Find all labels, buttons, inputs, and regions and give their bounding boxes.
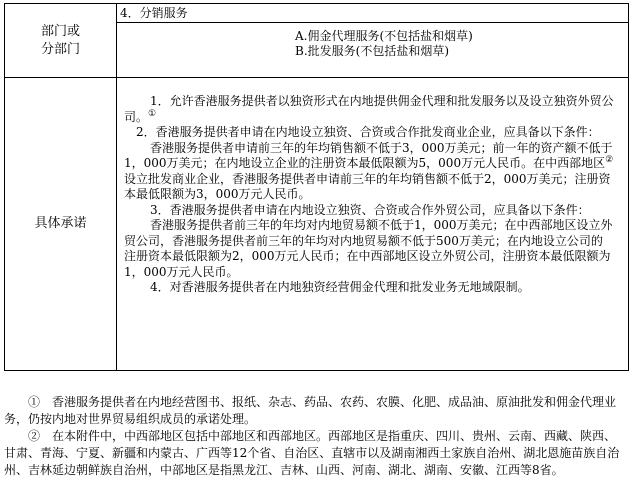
- commitment-para-4: 4．对香港服务提供者在内地独资经营佣金代理和批发业务无地域限制。: [150, 280, 530, 294]
- commitment-label-cell: [5, 78, 117, 371]
- commitment-label: 具体承诺: [34, 216, 87, 231]
- footnotes: [4, 394, 624, 479]
- sub-sector-b: B.批发服务(不包括盐和烟草): [295, 44, 449, 58]
- footnote-ref-2: ②: [605, 155, 614, 165]
- footnote-1: ① 香港服务提供者在内地经营图书、报纸、杂志、药品、农药、农膜、化肥、成品油、原油批发和佣金代理业务，仍按内地对世界贸易组织成员的承诺处理。: [4, 395, 617, 426]
- commitment-cell: [117, 78, 629, 371]
- footnote-2: ② 在本附件中，中西部地区包括中部地区和西部地区。西部地区是指重庆、四川、贵州、云南、西藏、陕西、甘肃、青海、宁夏、新疆和内蒙古、广西等12个省、自治区、直辖市以及湖南湘西土家族自治州、湖北恩施苗族自治州、吉林延边朝鲜族自治州，中部地区是指黑龙江、吉林、山西、河南、湖北、湖南、安徽、江西等8省。: [4, 429, 620, 477]
- commitment-2-body-a: 香港服务提供者申请前三年的年均销售额不低于3，000万美元；前一年的资产额不低于1，000万美元；在内地设立企业的注册资本最低限额为5，000万元人民币。在中西部地区: [124, 140, 613, 170]
- commitment-para-2-head: 2．香港服务提供者申请在内地设立独资、合资或合作批发商业企业，应具备以下条件：: [136, 125, 600, 139]
- commitment-para-3-body: 香港服务提供者前三年的年均对内地贸易额不低于1，000万美元；在中西部地区设立外贸公司，香港服务提供者前三年的年均对内地贸易额不低于500万美元；在内地设立公司的注册资本最低限额为2，000万元人民币；在中西部地区设立外贸公司，注册资本最低限额为1，000万元人民币。: [124, 218, 613, 279]
- footnote-ref-1: ①: [148, 108, 157, 119]
- commitment-1-text: 1．允许香港服务提供者以独资形式在内地提供佣金代理和批发服务以及设立独资外贸公司。: [124, 94, 614, 124]
- sector-row: [5, 4, 629, 23]
- sector-title: 4．分销服务: [120, 6, 188, 20]
- sub-sector-a: A.佣金代理服务(不包括盐和烟草): [295, 29, 473, 43]
- commitment-row: [5, 78, 629, 371]
- commitment-2-body-b: 设立批发商业企业，香港服务提供者申请前三年的年均销售额不低于2，000万美元；注册资本最低限额为3，000万元人民币。: [124, 171, 611, 201]
- sector-title-cell: [117, 4, 629, 23]
- commitment-para-1: [124, 94, 614, 125]
- sector-label-cell: [5, 4, 117, 78]
- sub-sector-cell: [117, 23, 629, 78]
- commitment-table: [4, 3, 629, 371]
- sector-label: 部门或 分部门: [40, 23, 80, 57]
- commitment-para-3-head: 3．香港服务提供者申请在内地设立独资、合资或合作外贸公司，应具备以下条件：: [150, 202, 590, 217]
- commitment-para-2-body: [124, 141, 614, 203]
